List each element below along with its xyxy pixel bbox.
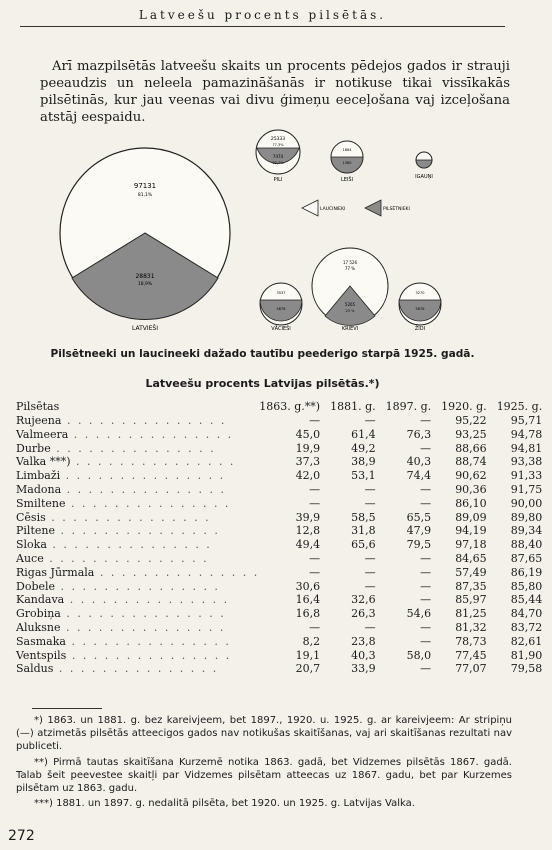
table-header-row [16,400,552,414]
town-name-cell [16,524,259,538]
town-name: Cēsis [16,510,46,524]
table-title: Latveešu procents Latvijas pilsētās.*) [145,377,380,390]
vaciesi-label: VĀCIEŠI [271,326,291,332]
table-row [16,649,552,663]
town-name-cell [16,607,259,621]
footnote-3: ***) 1881. un 1897. g. nedalitā pilsēta, bet 1920. un 1925. g. Latvijas Valka. [34,798,415,810]
percent-cell: 74,4 [406,469,432,483]
percent-cell: — [420,634,432,648]
col-header-1920: 1920. g. [441,400,487,414]
percent-cell: 94,78 [510,427,543,441]
pili-b: 7474 [272,154,284,159]
vaciesi-a: 3537 [276,291,286,295]
leader-dots: . . . . . . . . . . . . . . . [61,414,227,427]
town-name: Durbe [16,441,51,455]
percent-cell: — [364,496,376,510]
table-row [16,455,552,469]
town-name: Saldus [16,662,54,676]
percent-cell: 76,3 [406,427,432,441]
krievi-b: 5265 [344,302,356,307]
latviesi-bottom-value: 28831 [135,273,155,280]
percent-cell: — [420,662,432,676]
percent-cell: 86,10 [455,496,487,510]
percent-cell: 95,22 [455,414,487,427]
town-name: Aluksne [16,620,61,634]
percent-cell: 93,38 [510,455,543,469]
figure-caption: Pilsētneeki un laucineeki dažado tautību peederigo starpā 1925. gadā. [50,348,475,360]
percent-cell: 90,00 [510,496,543,510]
percent-cell: 89,34 [510,524,543,538]
town-name: Ventspils [16,648,67,662]
percent-cell: 65,6 [351,538,376,552]
running-header: Latveešu procents pilsētās. [138,8,387,22]
percent-cell: 30,6 [295,579,321,593]
col-header-town: Pilsētas [16,400,60,414]
percent-cell: 20,7 [295,662,321,676]
leader-dots: . . . . . . . . . . . . . . . [53,662,219,676]
percent-cell: 91,33 [510,469,543,483]
legend-rural: LAUCINIEKI [320,207,346,212]
percent-cell: 87,35 [455,579,487,593]
percent-cell: 19,9 [295,441,321,455]
percent-cell: — [364,482,376,496]
percent-cell: 88,40 [510,538,543,552]
percent-cell: 16,4 [295,593,321,607]
town-name: Sloka [16,538,47,552]
percent-cell: 89,80 [510,510,543,524]
percent-cell: 49,2 [351,441,376,455]
leisi-a: 1884 [342,148,352,152]
pie-zidi [399,283,441,332]
table-row [16,428,552,442]
leader-dots: . . . . . . . . . . . . . . . [60,469,226,483]
footnotes [16,714,512,812]
table-row [16,593,552,607]
leader-dots: . . . . . . . . . . . . . . . [55,579,220,593]
pie-leisi [331,141,363,183]
percent-cell: 90,62 [455,469,487,483]
percent-cell: — [309,620,321,634]
percent-cell: 78,73 [455,634,487,648]
percent-cell: 81,25 [455,607,487,621]
percent-cell: 84,70 [510,607,543,621]
percent-cell: 32,6 [351,593,376,607]
footnote-rule [32,708,102,709]
vaciesi-b: 5876 [276,307,286,311]
leisi-b: 1380 [342,161,352,165]
percent-cell: 94,81 [510,441,543,455]
percent-cell: — [309,551,321,565]
col-header-1925: 1925. g. [496,400,543,414]
zidi-label: ŽĪDI [414,326,426,332]
town-name-cell [16,538,259,552]
percent-cell: — [364,579,376,593]
town-name: Valmeera [16,427,69,441]
percent-cell: 39,9 [295,510,321,524]
town-name: Valka ***) [16,455,71,469]
leader-dots: . . . . . . . . . . . . . . . [46,538,212,552]
pili-a: 25333 [270,137,286,142]
table-row [16,662,552,676]
latviesi-top-value: 97131 [133,182,157,190]
percent-cell: 87,65 [510,551,543,565]
percent-cell: — [420,551,432,565]
percent-cell: 19,1 [295,648,321,662]
percent-cell: 40,3 [406,455,432,469]
town-name: Sasmaka [16,634,66,648]
col-header-1881: 1881. g. [330,400,376,414]
percent-cell: 89,09 [455,510,487,524]
percent-cell: 8,2 [302,634,321,648]
town-name-cell [16,649,259,663]
zidi-a: 3270 [415,291,425,295]
col-header-1863: 1863. g.**) [259,400,321,414]
percent-cell: 38,9 [351,455,376,469]
percent-cell: 95,71 [510,414,543,427]
percent-cell: 33,9 [351,662,376,676]
town-name-cell [16,497,259,511]
krievi-label: KRIEVI [341,326,359,332]
latviesi-bottom-pct: 18,9% [137,282,153,287]
percent-cell: 42,0 [295,469,321,483]
table-row [16,497,552,511]
town-name: Limbaži [16,469,61,483]
percent-cell: 54,6 [406,607,432,621]
percent-cell: — [364,565,376,579]
table-row [16,524,552,538]
igauni-label: IGAUŅI [415,174,433,180]
town-name-cell [16,552,259,566]
percent-cell: 45,0 [295,427,321,441]
town-name-cell [16,414,259,428]
percent-cell: — [420,565,432,579]
footnote-2: **) Pirmā tautas skaitīšana Kurzemē notika 1863. gadā, bet Vidzemes pilsētās 1867. gadā. Talab šeit peevestee skaitļi par Vidzemes pilsētam atteecas uz 1867. gadu, bet par Kurzemes pilsētam uz 1863. gadu. [16,756,512,795]
town-name: Rigas Jūrmala [16,565,95,579]
legend-urban: PILSĒTNIEKI [383,207,410,212]
percent-cell: 90,36 [455,482,487,496]
town-name-cell [16,635,259,649]
town-name: Rujeena [16,414,62,427]
town-name: Madona [16,482,62,496]
percent-cell: — [420,579,432,593]
pie-vaciesi [260,283,302,332]
percent-cell: 58,0 [406,648,432,662]
pili-b-pct: 22,7% [272,161,284,165]
town-name-cell [16,428,259,442]
percent-cell: 82,61 [510,634,543,648]
table-row [16,483,552,497]
town-name: Piltene [16,524,55,538]
percent-cell: 85,97 [455,593,487,607]
percent-cell: 85,80 [510,579,543,593]
zidi-b: 5876 [415,307,425,311]
town-name-cell [16,566,259,580]
percent-cell: 58,5 [351,510,376,524]
percent-cell: 65,5 [406,510,432,524]
table-row [16,566,552,580]
leader-dots: . . . . . . . . . . . . . . . [60,620,226,634]
percent-cell: 79,58 [510,662,543,676]
percent-cell: 81,32 [455,620,487,634]
leader-dots: . . . . . . . . . . . . . . . [65,634,231,648]
percent-cell: 88,66 [455,441,487,455]
leader-dots: . . . . . . . . . . . . . . . [68,427,234,441]
town-name-cell [16,621,259,635]
town-name-cell [16,593,259,607]
table-row [16,580,552,594]
table-row [16,414,552,428]
percent-cell: — [420,414,432,427]
leader-dots: . . . . . . . . . . . . . . . [61,482,227,496]
percent-cell: — [364,620,376,634]
pie-krievi [312,248,388,332]
table-body [16,414,552,676]
leader-dots: . . . . . . . . . . . . . . . [64,593,230,607]
krievi-b-pct: 23 % [345,309,355,313]
town-name-cell [16,469,259,483]
percent-cell: 88,74 [455,455,487,469]
town-name-cell [16,483,259,497]
footnote-1: *) 1863. un 1881. g. bez kareivjeem, bet 1897., 1920. u. 1925. g. ar kareivjeem: Ar stripiņu (—) atzimetās pilsētās atteecigos gados nav notikušas skaitīšanas, vaj ari skaitīšanas rezultati nav publiceti. [16,715,512,753]
percent-cell: 37,3 [295,455,321,469]
percent-cell: 79,5 [406,538,432,552]
percent-cell: 81,90 [510,648,543,662]
town-name: Auce [16,551,44,565]
percent-cell: 31,8 [351,524,376,538]
table-row [16,621,552,635]
leader-dots: . . . . . . . . . . . . . . . [66,648,232,662]
leader-dots: . . . . . . . . . . . . . . . [54,524,220,538]
table-row [16,538,552,552]
percent-cell: 91,75 [510,482,543,496]
leader-dots: . . . . . . . . . . . . . . . [94,565,260,579]
percent-cell: — [364,551,376,565]
percent-cell: 26,3 [351,607,376,621]
krievi-a: 17 526 [343,260,357,265]
percent-cell: 86,19 [510,565,543,579]
col-header-1897: 1897. g. [385,400,432,414]
table-row [16,511,552,525]
table-row [16,469,552,483]
leader-dots: . . . . . . . . . . . . . . . [60,607,226,621]
percent-cell: 97,18 [455,538,487,552]
table-row [16,607,552,621]
percent-cell: 40,3 [351,648,376,662]
percent-cell: 93,25 [455,427,487,441]
percent-cell: — [420,482,432,496]
header-rule [20,26,505,27]
percent-cell: 83,72 [510,620,543,634]
percent-cell: — [420,593,432,607]
table-row [16,635,552,649]
page-number: 272 [8,828,35,844]
town-name: Smiltene [16,496,66,510]
table-row [16,552,552,566]
percent-cell: 49,4 [295,538,321,552]
percent-cell: — [309,496,321,510]
percent-cell: — [420,620,432,634]
pili-label: PILI [273,177,283,183]
percent-cell: — [420,441,432,455]
leader-dots: . . . . . . . . . . . . . . . [70,455,236,469]
percent-cell: 47,9 [406,524,432,538]
percent-cell: 77,07 [455,662,487,676]
leader-dots: . . . . . . . . . . . . . . . [65,496,231,510]
pie-pili [256,130,300,183]
town-name-cell [16,580,259,594]
percent-cell: 61,4 [351,427,376,441]
percent-cell: 12,8 [295,524,321,538]
percent-cell: 53,1 [351,469,376,483]
leader-dots: . . . . . . . . . . . . . . . [45,510,211,524]
town-name-cell [16,442,259,456]
town-name-cell [16,455,259,469]
percent-cell: — [309,482,321,496]
town-name: Grobiņa [16,607,61,621]
percent-cell: 84,65 [455,551,487,565]
krievi-a-pct: 77 % [344,266,356,271]
percent-cell: — [420,496,432,510]
percent-cell: 85,44 [510,593,543,607]
leader-dots: . . . . . . . . . . . . . . . [50,441,216,455]
percent-cell: 94,19 [455,524,487,538]
legend [302,200,410,216]
percent-cell: — [364,414,376,427]
town-name: Kandava [16,593,65,607]
percent-cell: — [309,565,321,579]
percent-cell: — [309,414,321,427]
pili-a-pct: 77,3% [272,143,284,147]
percent-cell: 57,49 [455,565,487,579]
town-name: Dobele [16,579,56,593]
pie-latviesi [60,148,230,332]
percent-cell: 23,8 [351,634,376,648]
latviesi-top-pct: 81,1% [137,193,153,198]
town-name-cell [16,662,259,676]
latviesi-label: LATVIEŠI [131,325,159,332]
population-pie-figure [60,138,480,338]
pie-igauni [415,152,433,180]
percent-cell: 16,8 [295,607,321,621]
town-name-cell [16,511,259,525]
percent-cell: 77,45 [455,648,487,662]
table-row [16,442,552,456]
leader-dots: . . . . . . . . . . . . . . . [43,551,209,565]
latvian-percent-table [16,400,552,676]
intro-paragraph: Arī mazpilsētās latveešu skaits un procents pēdejos gados ir strauji peeaudzis un neleela pamazināšanās ir notikuse tikai vissīkakās pilsētinās, kur jau veenas vai divu ģimeņu eeceļošana vaj izceļošana atstāj eespaidu. [40,59,510,125]
leisi-label: LEIŠI [340,177,354,183]
